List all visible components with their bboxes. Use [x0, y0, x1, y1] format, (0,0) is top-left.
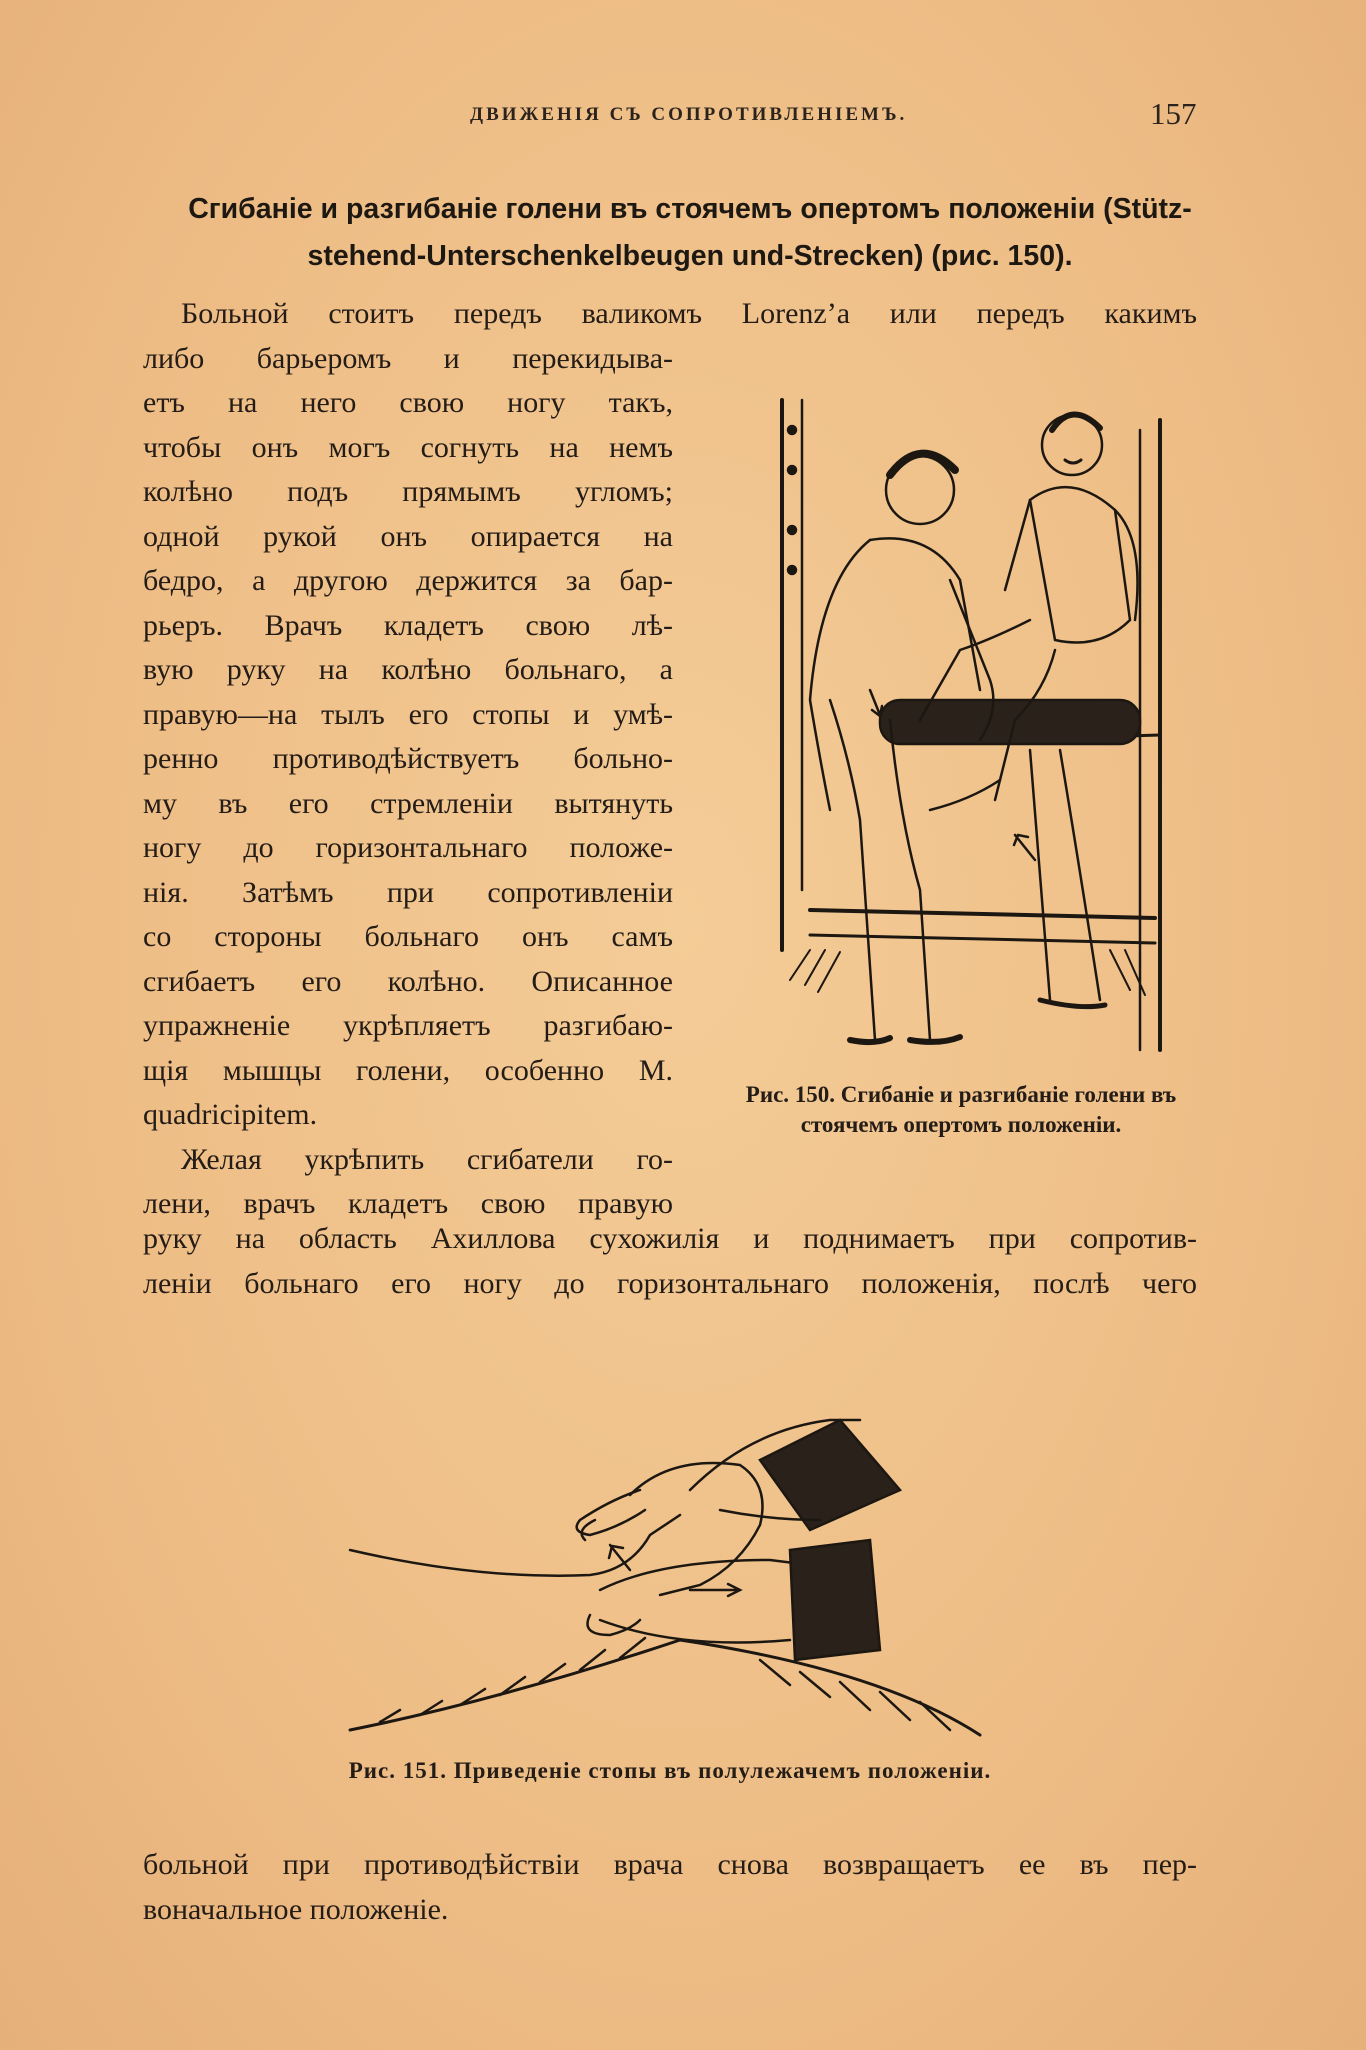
- text-line: Желая укрѣпить сгибатели го-: [181, 1142, 673, 1176]
- text-line: правую—на тылъ его стопы и умѣ-: [143, 697, 673, 731]
- text-line: сгибаетъ его колѣно. Описанное: [143, 964, 673, 998]
- text-line: руку на область Ахиллова сухожилія и поднимаетъ при сопротив-: [143, 1222, 1197, 1255]
- paragraph-2-continuation: [143, 1217, 1197, 1306]
- paragraph-1-opening: [143, 292, 1197, 337]
- text-line: рьеръ. Врачъ кладетъ свою лѣ-: [143, 608, 673, 642]
- text-line: ногу до горизонтальнаго положе-: [143, 831, 673, 864]
- figure-150-illustration: [730, 390, 1170, 1060]
- text-line: либо барьеромъ и перекидыва-: [143, 341, 673, 375]
- text-line: упражненіе укрѣпляетъ разгибаю-: [143, 1009, 673, 1042]
- figure-151-illustration: [340, 1360, 1040, 1740]
- text-column: [143, 337, 673, 1227]
- text-line: колѣно подъ прямымъ угломъ;: [143, 475, 673, 508]
- text-line: леніи больнаго его ногу до горизонтальнаго положенія, послѣ чего: [143, 1266, 1197, 1300]
- text-line: ренно противодѣйствуетъ больно-: [143, 742, 673, 775]
- figure-151-caption: Рис. 151. Приведеніе стопы въ полулежачемъ положеніи.: [348, 1758, 992, 1783]
- text-line: етъ на него свою ногу такъ,: [143, 386, 673, 419]
- text-line: одной рукой онъ опирается на: [143, 519, 673, 553]
- text-line: Больной стоитъ передъ валикомъ Lorenz’а или передъ какимъ: [181, 297, 1197, 330]
- text-line: лени, врачъ кладетъ свою правую: [143, 1187, 673, 1220]
- text-line: щія мышцы голени, особенно M.: [143, 1053, 673, 1087]
- section-title-line-1: Сгибаніе и разгибаніе голени въ стоячемъ опертомъ положеніи (Stütz-: [188, 193, 1192, 225]
- text-line: больной при противодѣйствіи врача снова возвращаетъ ее въ пер-: [143, 1848, 1197, 1881]
- page-number: 157: [1150, 96, 1197, 131]
- text-line: вую руку на колѣно больнаго, а: [143, 653, 673, 686]
- section-title-line-2: stehend-Unterschenkelbeugen und-Strecken) (рис. 150).: [307, 240, 1073, 272]
- running-head: ДВИЖЕНІЯ СЪ СОПРОТИВЛЕНІЕМЪ.: [470, 104, 908, 125]
- text-line: му въ его стремленіи вытянуть: [143, 786, 673, 820]
- text-line: quadricipitem.: [143, 1098, 318, 1131]
- paragraph-2-ending: [143, 1843, 1197, 1932]
- text-line: чтобы онъ могъ согнуть на немъ: [143, 430, 673, 464]
- text-line: воначальное положеніе.: [143, 1892, 449, 1926]
- figure-150-caption: Рис. 150. Сгибаніе и разгибаніе голени въ стоячемъ опертомъ положеніи.: [745, 1082, 1177, 1137]
- text-line: со стороны больнаго онъ самъ: [143, 920, 673, 953]
- text-line: нія. Затѣмъ при сопротивленіи: [143, 875, 673, 909]
- text-line: бедро, а другою держится за бар-: [143, 564, 673, 597]
- section-title: [150, 186, 1230, 280]
